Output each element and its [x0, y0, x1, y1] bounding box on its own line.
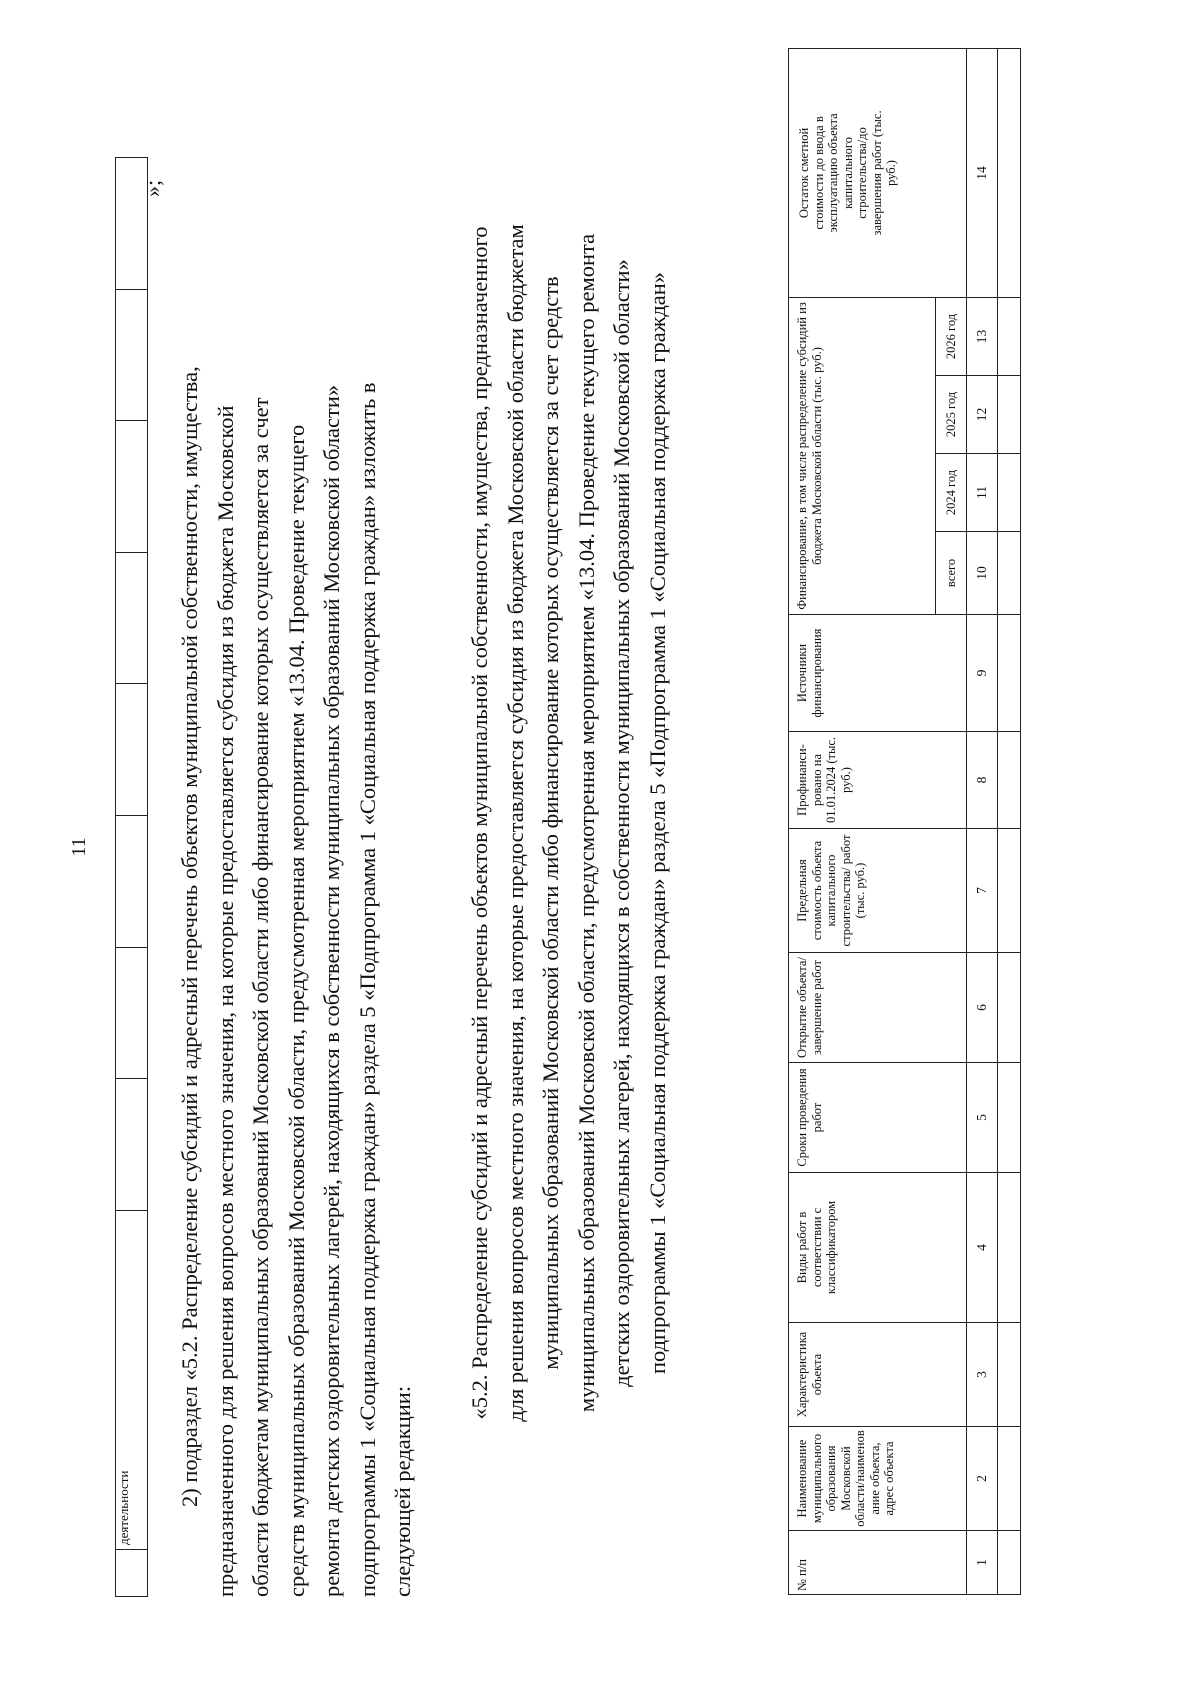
table-row — [116, 158, 148, 1597]
table-row — [998, 48, 1021, 1594]
header-work-types: Виды работ в соответствии с классификатором — [789, 1173, 967, 1323]
intro-paragraph — [172, 49, 421, 1597]
column-number: 1 — [967, 1531, 998, 1595]
text-line: детских оздоровительных лагерей, находящихся в собственности муниципальных образований Московской области» — [609, 259, 634, 1387]
table-cell — [116, 816, 148, 948]
table-cell — [998, 1063, 1021, 1173]
text-line: «5.2. Распределение субсидий и адресный перечень объектов муниципальной собственности, имущества, предназначенного — [467, 226, 492, 1420]
table-cell — [116, 289, 148, 421]
header-limit-cost: Предельная стоимость объекта капитального строительства/ работ (тыс. руб.) — [789, 829, 967, 953]
text-line: подпрограммы 1 «Социальная поддержка граждан» раздела 5 «Подпрограмма 1 «Социальная поддержка граждан» изложить в — [354, 382, 380, 1597]
table-cell — [998, 48, 1021, 297]
header-characteristic: Характеристика объекта — [789, 1323, 967, 1427]
column-numbers-row — [967, 48, 998, 1594]
table-cell: деятельности — [116, 1211, 148, 1550]
table-cell — [998, 454, 1021, 532]
table-cell — [998, 376, 1021, 454]
text-line: муниципальных образований Московской области, предусмотренная мероприятием «13.04. Проведение текущего ремонта — [573, 233, 599, 1413]
table-cell — [116, 421, 148, 553]
table-cell — [116, 684, 148, 816]
table-cell — [116, 552, 148, 684]
header-opening: Открытие объекта/ завершение работ — [789, 953, 967, 1063]
column-number: 4 — [967, 1173, 998, 1323]
text-line: предназначенного для решения вопросов местного значения, на которые предоставляется субсидия из бюджета Московской — [212, 405, 238, 1597]
table-cell — [998, 532, 1021, 615]
column-number: 3 — [967, 1323, 998, 1427]
text-line: для решения вопросов местного значения, на которые предоставляется субсидия из бюджета Московской области бюджетам — [502, 224, 528, 1422]
column-number: 6 — [967, 953, 998, 1063]
sub-header-2025: 2025 год — [936, 376, 967, 454]
column-number: 12 — [967, 376, 998, 454]
header-row — [789, 48, 936, 1594]
header-prefinanced: Профинанси-ровано на 01.01.2024 (тыс. руб.) — [789, 732, 967, 829]
header-financing: Финансирование, в том числе распределение субсидий из бюджета Московской области (тыс. руб.) — [789, 297, 936, 614]
table-cell — [998, 1173, 1021, 1323]
column-number: 9 — [967, 615, 998, 732]
closing-quote-mark: »; — [140, 179, 165, 197]
table-cell — [998, 732, 1021, 829]
column-number: 7 — [967, 829, 998, 953]
table-cell — [998, 297, 1021, 375]
text-line: области бюджетам муниципальных образований Московской области либо финансирование которых осуществляется за счет — [248, 397, 273, 1597]
table-cell — [998, 615, 1021, 732]
sub-header-total: всего — [936, 532, 967, 615]
table-cell — [116, 158, 148, 290]
column-number: 11 — [967, 454, 998, 532]
table-cell — [116, 1550, 148, 1597]
text-line: ремонта детских оздоровительных лагерей, находящихся в собственности муниципальных образований Московской области» — [319, 384, 344, 1597]
header-sources: Источники финансирования — [789, 615, 967, 732]
text-line: подпрограммы 1 «Социальная поддержка граждан» раздела 5 «Подпрограмма 1 «Социальная поддержка граждан» — [644, 271, 670, 1375]
sub-header-2026: 2026 год — [936, 297, 967, 375]
header-terms: Сроки проведения работ — [789, 1063, 967, 1173]
table-cell — [998, 1427, 1021, 1531]
table-cell — [116, 947, 148, 1079]
quoted-section-title — [462, 49, 675, 1597]
text-line: 2) подраздел «5.2. Распределение субсидий и адресный перечень объектов муниципальной собственности, имущества, — [177, 366, 202, 1507]
column-number: 5 — [967, 1063, 998, 1173]
column-number: 13 — [967, 297, 998, 375]
text-line: средств муниципальных образований Московской области, предусмотренная мероприятием «13.04. Проведение текущего — [283, 424, 309, 1597]
previous-table-fragment — [115, 157, 148, 1597]
text-line: следующей редакции: — [390, 1385, 415, 1597]
table-cell — [998, 829, 1021, 953]
table-cell — [116, 1079, 148, 1211]
text-line: муниципальных образований Московской области либо финансирование которых осуществляется за счет средств — [538, 276, 563, 1370]
header-name: Наименование муниципального образования Московской области/наименов ание объекта, адрес объекта — [789, 1427, 967, 1531]
column-number: 2 — [967, 1427, 998, 1531]
column-number: 14 — [967, 48, 998, 297]
table-cell — [998, 1323, 1021, 1427]
page-number: 11 — [68, 837, 90, 857]
column-number: 10 — [967, 532, 998, 615]
subsidy-distribution-table — [788, 48, 1021, 1595]
sub-header-2024: 2024 год — [936, 454, 967, 532]
table-cell — [998, 1531, 1021, 1595]
column-number: 8 — [967, 732, 998, 829]
table-cell — [998, 953, 1021, 1063]
header-remaining: Остаток сметной стоимости до ввода в эксплуатацию объекта капитального строительства/до завершения работ (тыс. руб.) — [789, 48, 967, 297]
header-num: № п/п — [789, 1531, 967, 1595]
